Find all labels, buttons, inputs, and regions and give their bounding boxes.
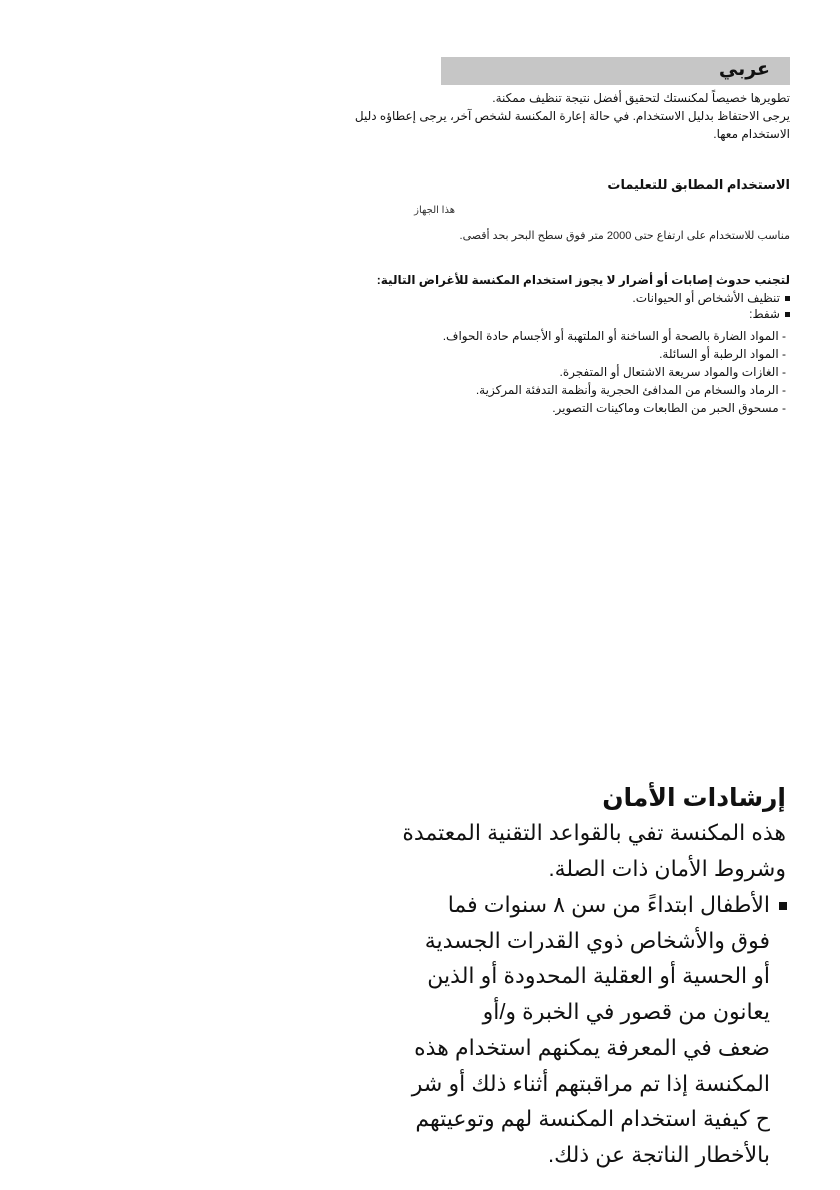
safety-bullet-line: يعانون من قصور في الخبرة و/أو [482,999,770,1024]
altitude-text: مناسب للاستخدام على ارتفاع حتى 2000 متر فوق سطح البحر بحد أقصى. [459,230,790,242]
device-label: هذا الجهاز [414,205,455,216]
safety-intro-line: وشروط الأمان ذات الصلة. [548,856,786,881]
safety-bullet-line: أو الحسية أو العقلية المحدودة أو الذين [427,963,770,988]
bullet-square-icon [779,902,787,910]
safety-heading: إرشادات الأمان [602,784,786,812]
bullet-text: تنظيف الأشخاص أو الحيوانات. [632,291,780,305]
intro-line: يرجى الاحتفاظ بدليل الاستخدام. في حالة إعارة المكنسة لشخص آخر، يرجى إعطاؤه دليل [354,109,790,123]
intended-use-heading: الاستخدام المطابق للتعليمات [607,177,790,192]
safety-bullet-line: بالأخطار الناتجة عن ذلك. [548,1142,770,1167]
prohibited-item: - مسحوق الحبر من الطابعات وماكينات التصوير. [552,401,786,415]
bullet-text: الأطفال ابتداءً من سن ٨ سنوات فما [447,892,770,917]
safety-intro-line: هذه المكنسة تفي بالقواعد التقنية المعتمدة [402,820,786,845]
prohibited-item: - المواد الضارة بالصحة أو الساخنة أو الملتهبة أو الأجسام حادة الحواف. [442,329,786,343]
safety-bullet-line: المكنسة إذا تم مراقبتهم أثناء ذلك أو شر [411,1071,770,1096]
prohibited-bullet [749,306,790,323]
safety-bullet-line: ح كيفية استخدام المكنسة لهم وتوعيتهم [415,1106,770,1131]
safety-bullet-line: فوق والأشخاص ذوي القدرات الجسدية [424,928,770,953]
bullet-square-icon [785,312,790,317]
safety-bullet-line: ضعف في المعرفة يمكنهم استخدام هذه [414,1035,770,1060]
language-title: عربي [718,59,770,80]
prohibited-item: - المواد الرطبة أو السائلة. [659,347,786,361]
intro-line: الاستخدام معها. [713,127,790,141]
bullet-text: شفط: [749,307,780,321]
safety-bullet-line [448,887,787,923]
prohibited-item: - الرماد والسخام من المدافئ الحجرية وأنظمة التدفئة المركزية. [475,383,786,397]
prohibited-item: - الغازات والمواد سريعة الاشتعال أو المتفجرة. [559,365,786,379]
prohibited-bullet [632,290,790,307]
prohibited-heading: لتجنب حدوث إصابات أو أضرار لا يجوز استخدام المكنسة للأغراض التالية: [376,273,790,287]
intro-line: تطويرها خصيصاً لمكنستك لتحقيق أفضل نتيجة تنظيف ممكنة. [492,91,790,105]
bullet-square-icon [785,296,790,301]
